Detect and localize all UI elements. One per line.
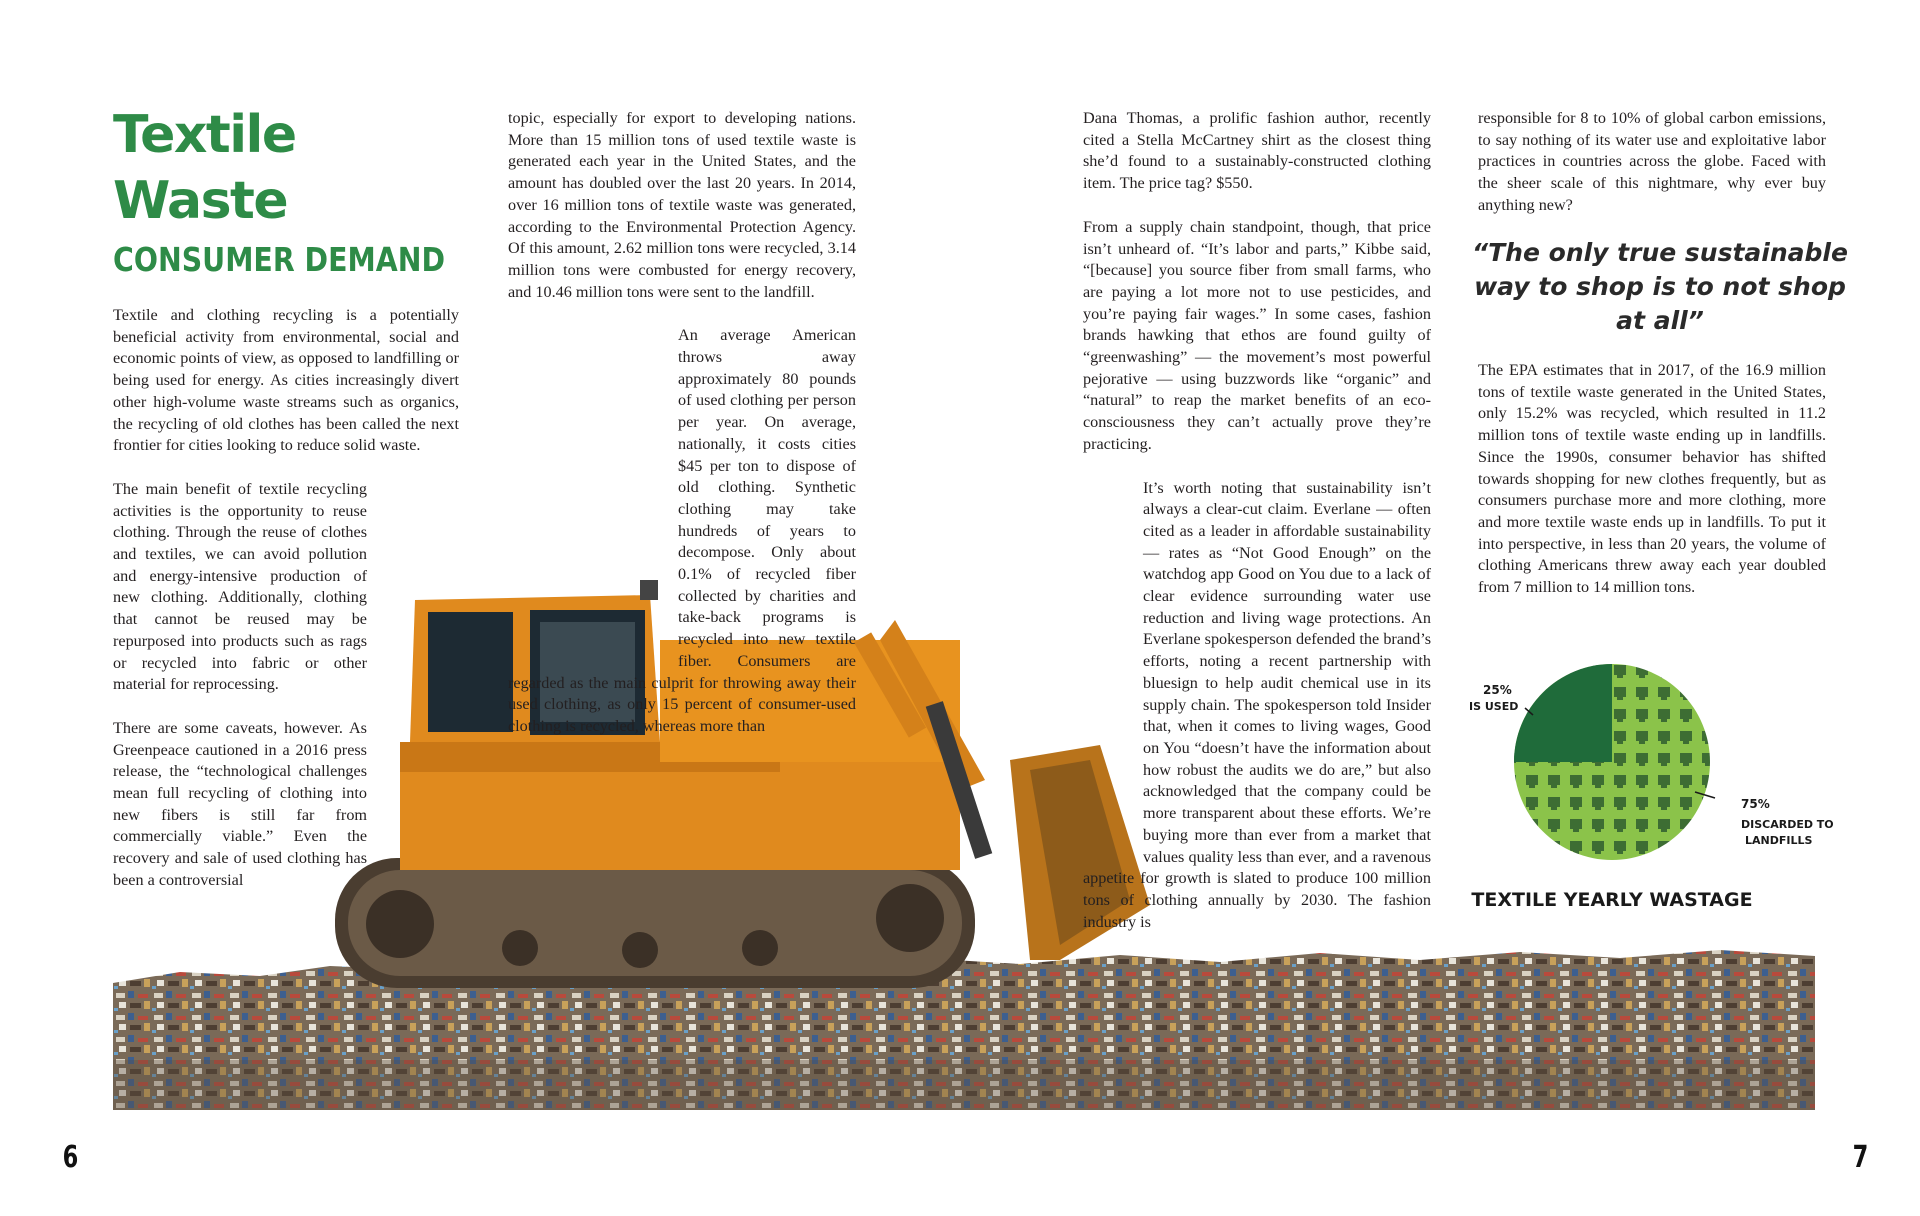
label-discarded-line2: LANDFILLS [1745, 834, 1813, 847]
col1-paragraph-2: The main benefit of textile recycling activities is the opportunity to reuse clothing. Through the reuse of clothes and textiles, we can avoid pollution and energy-intensive production of new clothing. Additionally, clothing that cannot be reused may be repurposed into products such as rags or recycled into fabric or other material for reprocessing. [113, 479, 367, 694]
pie-chart-svg [1455, 660, 1875, 920]
page-number-left: 6 [62, 1140, 79, 1175]
column-3 [1083, 108, 1431, 955]
col1-paragraph-1: Textile and clothing recycling is a potentially beneficial activity from environmental, social and economic points of view, as opposed to landfilling or being used for energy. As cities increasingly divert other high-volume waste streams such as organics, the recycling of old clothes has been called the next frontier for cities looking to reduce solid waste. [113, 306, 459, 455]
page-number-right: 7 [1852, 1140, 1869, 1175]
article-subtitle: CONSUMER DEMAND [113, 240, 446, 279]
col1-paragraph-3: There are some caveats, however. As Greenpeace cautioned in a 2016 press release, the “technological challenges mean full recycling of clothing into new fibers is still far from commercially viable.” Even the recovery and sale of used clothing has been a controversial [113, 718, 367, 889]
column-4-lower [1478, 360, 1826, 621]
col2-paragraph-1: topic, especially for export to developing nations. More than 15 million tons of used textile waste is generated each year in the United States, and the amount has doubled over the last 20 years. In 2014, over 16 million tons of textile waste was generated, according to the Environmental Protection Agency. Of this amount, 2.62 million tons were recycled, 3.14 million tons were combusted for energy recovery, and 10.46 million tons were sent to the landfill. [508, 109, 856, 301]
col4-paragraph-1: responsible for 8 to 10% of global carbon emissions, to say nothing of its water use and exploitative labor practices in countries across the globe. Faced with the sheer scale of this nightmare, why ever buy anything new? [1478, 109, 1826, 214]
chart-title: TEXTILE YEARLY WASTAGE [1471, 889, 1753, 911]
label-discarded-line1: DISCARDED TO [1741, 818, 1834, 831]
col3-paragraph-2: From a supply chain standpoint, though, that price isn’t unheard of. “It’s labor and parts,” Kibbe said, “[because] you source fiber from small farms, who are paying a lot more not to use pesticides, and you’re paying fair wages.” In some cases, fashion brands hawking that ethos are found guilty of “greenwashing” — the movement’s most powerful pejorative — using buzzwords like “organic” and “natural” to reap the market benefits of an eco-consciousness they can’t actually prove they’re practicing. [1083, 217, 1431, 453]
col3-image-wrap [1083, 658, 1143, 858]
col1-image-wrap [367, 489, 459, 1049]
label-used-pct: 25% [1483, 683, 1512, 697]
label-used-text: IS USED [1469, 700, 1519, 713]
article-title [113, 102, 296, 234]
col3-paragraph-3: It’s worth noting that sustainability isn’t always a clear-cut claim. Everlane — often cited as a leader in affordable sustainability — rates as “Not Good Enough” on the watchdog app Good on You due to a lack of clear evidence surrounding water use reduction and living wage protections. An Everlane spokesperson defended the brand’s efforts, noting a recent partnership with bluesign to help audit chemical use in its supply chain. The spokesperson told Insider that, when it comes to living wages, Good on You “doesn’t have the information about how robust the audits we do are,” but also acknowledged that the company could be more transparent about these efforts. We’re buying more than ever from a market that values quality less than ever, and a ravenous appetite for growth is slated to produce 100 million tons of clothing annually by 2030. The fashion industry is [1083, 478, 1431, 931]
column-1 [113, 305, 459, 1049]
column-4 [1478, 108, 1826, 239]
title-line-2: Waste [113, 171, 288, 231]
title-line-1: Textile [113, 105, 296, 165]
pull-quote: “The only true sustainable way to shop is to not shop at all” [1472, 238, 1848, 335]
textile-wastage-chart [1455, 660, 1875, 920]
col2-image-wrap [508, 543, 678, 663]
label-discarded-pct: 75% [1741, 797, 1770, 811]
col2-paragraph-2: An average American throws away approximately 80 pounds of used clothing per person per year. On average, nationally, it costs cities $45 per ton to dispose of old clothing. Synthetic clothing may take hundreds of years to decompose. Only about 0.1% of recycled fiber collected by charities and take-back programs is recycled into new textile fiber. Consumers are regarded as the main culprit for throwing away their used clothing, as only 15 percent of consumer-used clothing is recycled, whereas more than [508, 326, 856, 735]
column-2 [508, 108, 856, 760]
col4-paragraph-2: The EPA estimates that in 2017, of the 16.9 million tons of textile waste generated in the United States, only 15.2% was recycled, which resulted in 11.2 million tons of textile waste ending up in landfills. Since the 1990s, consumer behavior has shifted towards shopping for new clothes frequently, but as consumers purchase more and more clothing, more and more textile waste ends up in landfills. To put it into perspective, in less than 20 years, the volume of clothing Americans threw away each year doubled from 7 million to 14 million tons. [1478, 361, 1826, 597]
col3-paragraph-1: Dana Thomas, a prolific fashion author, recently cited a Stella McCartney shirt as the closest thing she’d found to a sustainably-constructed clothing item. The price tag? $550. [1083, 109, 1431, 193]
